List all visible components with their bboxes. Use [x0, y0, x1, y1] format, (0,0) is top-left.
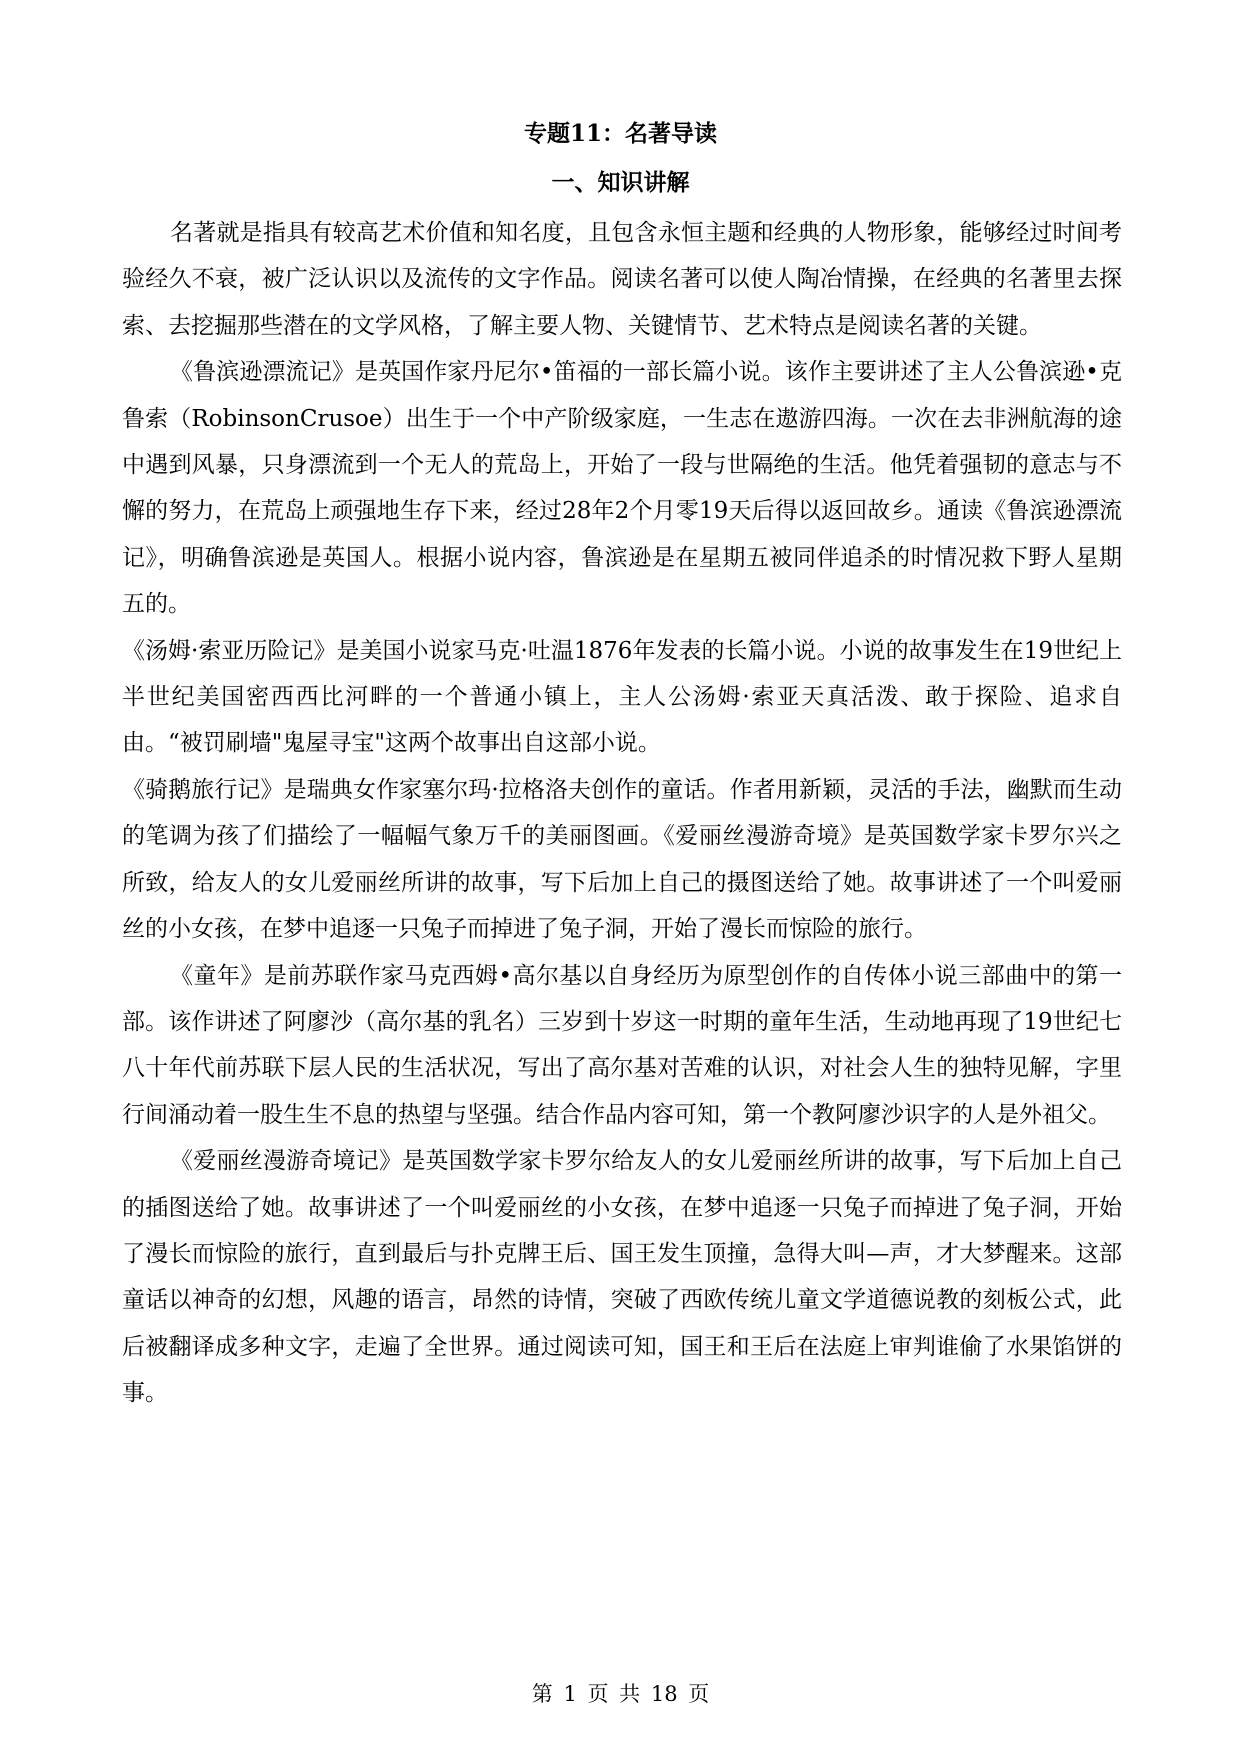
section-heading: 一、知识讲解	[551, 169, 690, 196]
paragraph-robinson-crusoe: 《鲁滨逊漂流记》是英国作家丹尼尔•笛福的一部长篇小说。该作主要讲述了主人公鲁滨逊•克鲁索（RobinsonCrusoe）出生于一个中产阶级家庭，一生志在遨游四海。一次在去非洲航海的途中遇到风暴，只身漂流到一个无人的荒岛上，开始了一段与世隔绝的生活。他凭着强韧的意志与不懈的努力，在荒岛上顽强地生存下来，经过28年2个月零19天后得以返回故乡。通读《鲁滨逊漂流记》，明确鲁滨逊是英国人。根据小说内容，鲁滨逊是在星期五被同伴追杀的时情况救下野人星期五的。	[122, 359, 1122, 618]
paragraph-alice: 《爱丽丝漫游奇境记》是英国数学家卡罗尔给友人的女儿爱丽丝所讲的故事，写下后加上自己的插图送给了她。故事讲述了一个叫爱丽丝的小女孩，在梦中追逐一只兔子而掉进了兔子洞，开始了漫长而惊险的旅行，直到最后与扑克牌王后、国王发生顶撞，急得大叫—声，才大梦醒来。这部童话以神奇的幻想，风趣的语言，昂然的诗情，突破了西欧传统儿童文学道德说教的刻板公式，此后被翻译成多种文字，走遍了全世界。通过阅读可知，国王和王后在法庭上审判谁偷了水果馅饼的事。	[122, 1148, 1122, 1407]
document-body	[122, 210, 1122, 1417]
paragraph-intro: 名著就是指具有较高艺术价值和知名度，且包含永恒主题和经典的人物形象，能够经过时间考验经久不衰，被广泛认识以及流传的文字作品。阅读名著可以使人陶冶情操，在经典的名著里去探索、去挖掘那些潜在的文学风格，了解主要人物、关键情节、艺术特点是阅读名著的关键。	[122, 220, 1122, 339]
paragraph-nils-holgersson: 《骑鹅旅行记》是瑞典女作家塞尔玛·拉格洛夫创作的童话。作者用新颖，灵活的手法，幽默而生动的笔调为孩了们描绘了一幅幅气象万千的美丽图画。《爱丽丝漫游奇境》是英国数学家卡罗尔兴之所致，给友人的女儿爱丽丝所讲的故事，写下后加上自己的摄图送给了她。故事讲述了一个叫爱丽丝的小女孩，在梦中追逐一只兔子而掉进了兔子洞，开始了漫长而惊险的旅行。	[122, 776, 1122, 943]
document-title: 专题11：名著导读	[523, 120, 717, 147]
page-footer: 第 1 页 共 18 页	[531, 1682, 710, 1706]
paragraph-tom-sawyer: 《汤姆·索亚历险记》是美国小说家马克·吐温1876年发表的长篇小说。小说的故事发生在19世纪上半世纪美国密西西比河畔的一个普通小镇上，主人公汤姆·索亚天真活泼、敢于探险、追求自由。“被罚刷墙"鬼屋寻宝"这两个故事出自这部小说。	[122, 637, 1122, 757]
paragraph-childhood: 《童年》是前苏联作家马克西姆•高尔基以自身经历为原型创作的自传体小说三部曲中的第一部。该作讲述了阿廖沙（高尔基的乳名）三岁到十岁这一时期的童年生活，生动地再现了19世纪七八十年代前苏联下层人民的生活状况，写出了高尔基对苦难的认识，对社会人生的独特见解，字里行间涌动着一股生生不息的热望与坚强。结合作品内容可知，第一个教阿廖沙识字的人是外祖父。	[122, 962, 1122, 1128]
